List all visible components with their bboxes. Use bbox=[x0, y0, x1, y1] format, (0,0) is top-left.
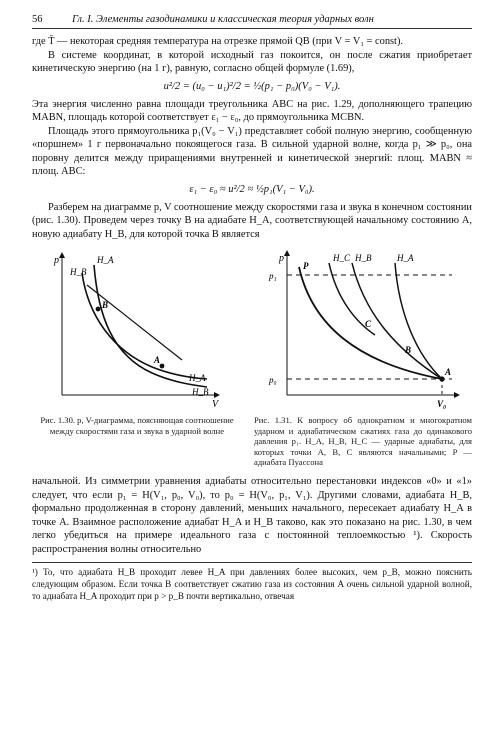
hb-top-label: H_B bbox=[70, 267, 87, 277]
point-b-label: B bbox=[102, 300, 109, 310]
paragraph-2: В системе координат, в которой исходный газ покоится, он после сжатия приобретает кинетическую энергию (на 1 г), равную, согласно общей формуле (1.69), bbox=[32, 49, 472, 74]
running-title: Гл. I. Элементы газодинамики и классическая теория ударных волн bbox=[72, 14, 374, 25]
hb-bottom-label: H_B bbox=[192, 387, 209, 397]
adiabat-ha-curve bbox=[94, 265, 207, 387]
running-header bbox=[32, 14, 472, 29]
point-b-label: B bbox=[405, 345, 412, 355]
figure-1-30-caption: Рис. 1.30. p, V-диаграмма, поясняющая соотношение между скоростями газа и звука в ударной волне bbox=[40, 415, 234, 436]
v-axis-label: V bbox=[212, 399, 219, 410]
page-number: 56 bbox=[32, 14, 43, 25]
adiabat-hb-curve bbox=[82, 273, 207, 379]
paragraph-6: начальной. Из симметрии уравнения адиабаты относительно перестановки индексов «0» и «1» следует, что если p₁ = H(V₁, p₀, V₀), то p₀ = H(V₀, p₁, V₁). Другими словами, адиабата H_B, формально продолженная в сторону давлений, меньших начального, пересекает адиабату H_A в точке A. Взаимное расположение адиабат H_A и H_B таково, как это показано на рис. 1.30, в чем легко убедиться на примере идеального газа с постоянной теплоемкостью ¹). Скорость распространения волны относительно bbox=[32, 476, 472, 555]
footnote-block bbox=[32, 562, 472, 602]
point-a-marker bbox=[439, 376, 444, 381]
ha-bottom-label: H_A bbox=[189, 373, 206, 383]
figures-row bbox=[32, 245, 472, 475]
p-axis-label: p bbox=[279, 253, 284, 264]
point-a-label: A bbox=[154, 355, 161, 365]
figure-1-31 bbox=[257, 245, 472, 410]
point-a-marker bbox=[160, 364, 165, 369]
point-c-label: C bbox=[365, 319, 372, 329]
equation-kinetic-energy: u²/2 = (u₀ − u₁)²/2 = ½(p₁ − p₀)(V₀ − V₁). bbox=[163, 80, 341, 92]
paragraph-4: Площадь этого прямоугольника p₁(V₀ − V₁) представляет собой полную энергию, сообщенную «поршнем» 1 г первоначально покоящегося газа. В сильной ударной волне, когда p₁ ≫ p₀, она поровну делится между приращениями внутренней и кинетической энергий: площ. MABN ≈ площ. ABC: bbox=[32, 125, 472, 177]
p0-label: p₀ bbox=[269, 375, 277, 385]
paragraph-3: Эта энергия численно равна площади треугольника ABC на рис. 1.29, дополняющего трапецию MABN, площадь которой соответствует ε₁ − ε₀, до прямоугольника MCBN. bbox=[32, 98, 472, 123]
paragraph-1: где T̄ — некоторая средняя температура на отрезке прямой QB (при V = V₁ = const). bbox=[32, 36, 404, 47]
ha-top-label: H_A bbox=[97, 255, 114, 265]
book-page bbox=[32, 14, 472, 602]
ha-label: H_A bbox=[397, 253, 414, 263]
equation-energy-split: ε₁ − ε₀ ≈ u²/2 ≈ ½p₁(V₁ − V₀). bbox=[189, 183, 315, 195]
hc-label: H_C bbox=[333, 253, 351, 263]
footnote-text: ¹) То, что адиабата H_B проходит левее H_A при давлениях более высоких, чем p_B, можно пояснить следующим образом. Если точка B соответствует сжатию газа из состояния A очень сильной ударной волной, то адиабата H_A проходит при p > p_B почти вертикально, отвечая bbox=[32, 567, 472, 601]
hb-label: H_B bbox=[355, 253, 372, 263]
poisson-label: P bbox=[303, 261, 309, 271]
figure-1-30 bbox=[32, 245, 232, 410]
figure-1-31-caption: Рис. 1.31. К вопросу об однократном и многократном ударном и адиабатическом сжатиях газа до одинакового давления p₁. H_A, H_B, H_C — ударные адиабаты, для которых точки A, B, C являются начальными; P — адиабата Пуассона bbox=[254, 415, 472, 467]
v0-label: V₀ bbox=[437, 399, 447, 409]
paragraph-5: Разберем на диаграмме p, V соотношение между скоростями газа и звука в конечном состоянии (рис. 1.30). Проведем через точку B на адиабате H_A, соответствующей начальному состоянию A, новую адиабату H_B, для которой точка B является bbox=[32, 201, 472, 240]
p-axis-label: p bbox=[54, 255, 59, 266]
rayleigh-line bbox=[87, 285, 182, 360]
p1-label: p₁ bbox=[269, 271, 277, 281]
point-a-label: A bbox=[445, 367, 452, 377]
point-b-marker bbox=[96, 307, 101, 312]
